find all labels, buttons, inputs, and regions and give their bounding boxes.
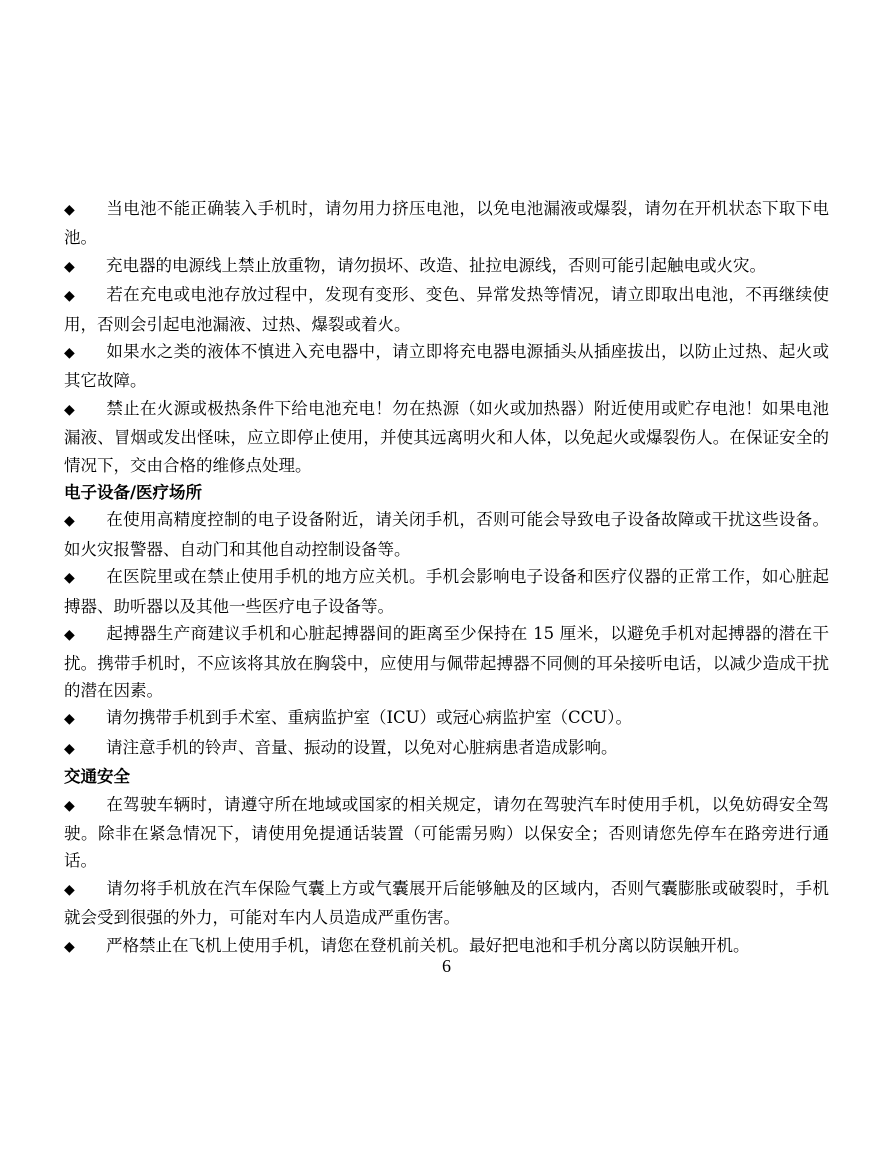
item-text: 请勿携带手机到手术室、重病监护室（ICU）或冠心病监护室（CCU）。 <box>106 708 632 728</box>
safety-item <box>64 252 829 281</box>
safety-item <box>64 338 829 395</box>
section-heading-medical: 电子设备/医疗场所 <box>64 483 203 503</box>
safety-item <box>64 620 829 704</box>
item-text: 严格禁止在飞机上使用手机，请您在登机前关机。最好把电池和手机分离以防误触开机。 <box>106 935 750 955</box>
diamond-bullet-icon: ◆ <box>64 345 75 362</box>
diamond-bullet-icon: ◆ <box>64 202 75 218</box>
item-text: 若在充电或电池存放过程中，发现有变形、变色、异常发热等情况，请立即取出电池，不再继续使用，否则会引起电池漏液、过热、爆裂或着火。 <box>64 285 829 334</box>
page-number: 6 <box>442 956 451 976</box>
diamond-bullet-icon: ◆ <box>64 627 75 644</box>
item-text: 如果水之类的液体不慎进入充电器中，请立即将充电器电源插头从插座拔出，以防止过热、起火或其它故障。 <box>64 342 829 391</box>
diamond-bullet-icon: ◆ <box>64 797 75 814</box>
item-text: 当电池不能正确装入手机时，请勿用力挤压电池，以免电池漏液或爆裂，请勿在开机状态下取下电池。 <box>64 199 829 248</box>
safety-item <box>64 875 829 932</box>
safety-item <box>64 195 829 252</box>
diamond-bullet-icon: ◆ <box>64 711 75 728</box>
diamond-bullet-icon: ◆ <box>64 258 75 275</box>
diamond-bullet-icon: ◆ <box>64 513 75 530</box>
diamond-bullet-icon: ◆ <box>64 881 75 898</box>
document-body <box>64 195 829 961</box>
diamond-bullet-icon: ◆ <box>64 288 75 305</box>
diamond-bullet-icon: ◆ <box>64 740 75 757</box>
item-text: 禁止在火源或极热条件下给电池充电！勿在热源（如火或加热器）附近使用或贮存电池！如果电池漏液、冒烟或发出怪味，应立即停止使用，并使其远离明火和人体，以免起火或爆裂伤人。在保证安全的情况下，交由合格的维修点处理。 <box>64 398 829 475</box>
section-heading-traffic: 交通安全 <box>64 767 130 787</box>
safety-item <box>64 281 829 338</box>
safety-item <box>64 563 829 620</box>
item-text: 请注意手机的铃声、音量、振动的设置，以免对心脏病患者造成影响。 <box>106 737 618 757</box>
item-text: 请勿将手机放在汽车保险气囊上方或气囊展开后能够触及的区域内，否则气囊膨胀或破裂时，手机就会受到很强的外力，可能对车内人员造成严重伤害。 <box>64 878 829 928</box>
safety-item <box>64 734 829 763</box>
item-text: 在使用高精度控制的电子设备附近，请关闭手机，否则可能会导致电子设备故障或干扰这些设备。如火灾报警器、自动门和其他自动控制设备等。 <box>64 510 829 559</box>
safety-item <box>64 704 829 733</box>
diamond-bullet-icon: ◆ <box>64 570 75 587</box>
safety-item <box>64 395 829 479</box>
item-text: 在驾驶车辆时，请遵守所在地域或国家的相关规定，请勿在驾驶汽车时使用手机，以免妨碍安全驾驶。除非在紧急情况下，请使用免提通话装置（可能需另购）以保安全；否则请您先停车在路旁进行通话。 <box>64 794 829 871</box>
safety-item <box>64 506 829 563</box>
diamond-bullet-icon: ◆ <box>64 401 75 418</box>
item-text: 在医院里或在禁止使用手机的地方应关机。手机会影响电子设备和医疗仪器的正常工作，如心脏起搏器、助听器以及其他一些医疗电子设备等。 <box>64 567 829 616</box>
diamond-bullet-icon: ◆ <box>64 938 75 955</box>
item-text: 起搏器生产商建议手机和心脏起搏器间的距离至少保持在 15 厘米，以避免手机对起搏器的潜在干扰。携带手机时，不应该将其放在胸袋中，应使用与佩带起搏器不同侧的耳朵接听电话，以减少造成干扰的潜在因素。 <box>64 624 829 700</box>
item-text: 充电器的电源线上禁止放重物，请勿损坏、改造、扯拉电源线，否则可能引起触电或火灾。 <box>106 255 766 275</box>
safety-item <box>64 791 829 875</box>
